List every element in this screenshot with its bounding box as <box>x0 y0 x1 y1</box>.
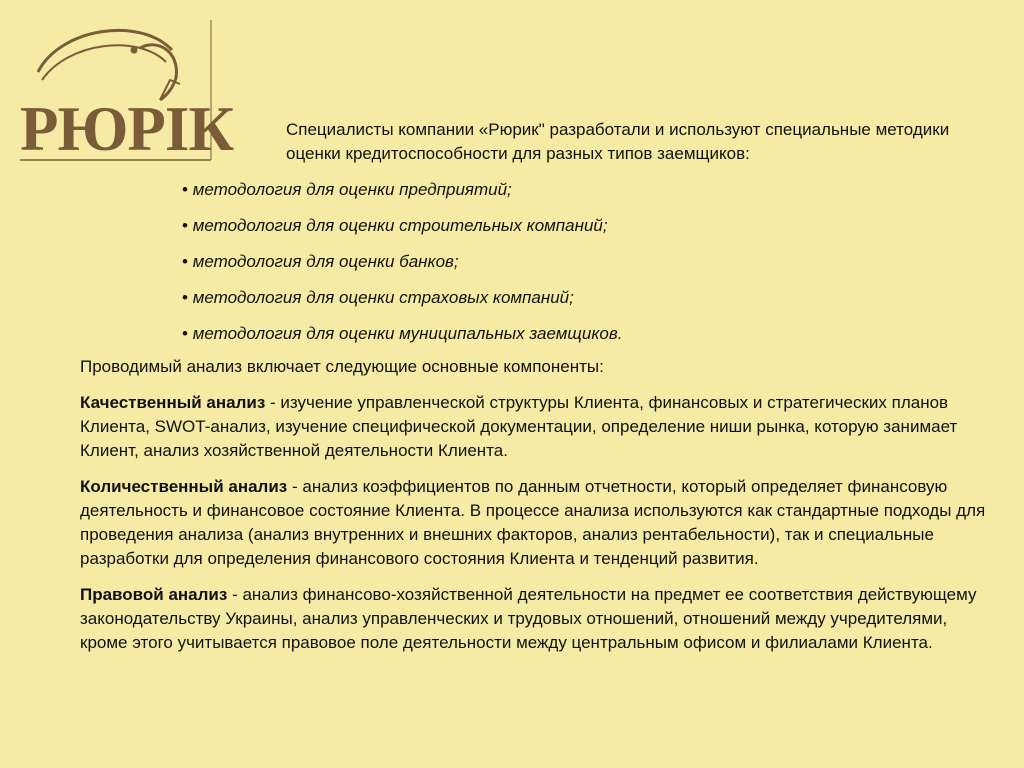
section-title: Качественный анализ <box>80 393 266 412</box>
section-quantitative <box>80 475 992 571</box>
section-text: - анализ коэффициентов по данным отчетности, который определяет финансовую деятельность и финансовое состояние Клиента. В процессе анализа используются как стандартные подходы для проведения анализа (анализ внутренних и внешних факторов, анализ рентабельности), так и специальные разработки для определения финансового состояния Клиента и тенденций развития. <box>80 477 986 568</box>
section-text: - анализ финансово-хозяйственной деятельности на предмет ее соответствия действующему законодательству Украины, анализ управленческих и трудовых отношений, отношений между учредителями, кроме этого учитывается правовое поле деятельности между центральным офисом и филиалами Клиента. <box>80 585 977 652</box>
bullet-icon: • <box>182 216 188 235</box>
list-item-text: методология для оценки страховых компаний; <box>192 288 574 307</box>
bullet-icon: • <box>182 288 188 307</box>
bullet-icon: • <box>182 324 188 343</box>
section-qualitative <box>80 391 992 463</box>
section-title: Количественный анализ <box>80 477 288 496</box>
bullet-icon: • <box>182 252 188 271</box>
list-item <box>182 286 882 310</box>
list-item-text: методология для оценки предприятий; <box>192 180 512 199</box>
list-item-text: методология для оценки муниципальных заемщиков. <box>192 324 623 343</box>
list-item-text: методология для оценки банков; <box>192 252 459 271</box>
company-logo <box>20 20 234 164</box>
logo-text: РЮРІК <box>20 94 234 164</box>
section-text: - изучение управленческой структуры Клиента, финансовых и стратегических планов Клиента, SWOT-анализ, изучение специфической документации, определение ниши рынка, которую занимает Клиент, анализ хозяйственной деятельности Клиента. <box>80 393 958 460</box>
section-legal <box>80 583 992 655</box>
bullet-icon: • <box>182 180 188 199</box>
section-title: Правовой анализ <box>80 585 228 604</box>
methodology-list <box>182 178 882 358</box>
list-item <box>182 250 882 274</box>
intro-text: Специалисты компании «Рюрик" разработали и используют специальные методики оценки кредитоспособности для разных типов заемщиков: <box>286 120 950 163</box>
list-item <box>182 322 882 346</box>
list-item-text: методология для оценки строительных компаний; <box>192 216 608 235</box>
components-lead: Проводимый анализ включает следующие основные компоненты: <box>80 357 604 376</box>
list-item <box>182 178 882 202</box>
list-item <box>182 214 882 238</box>
analysis-description <box>80 355 992 667</box>
